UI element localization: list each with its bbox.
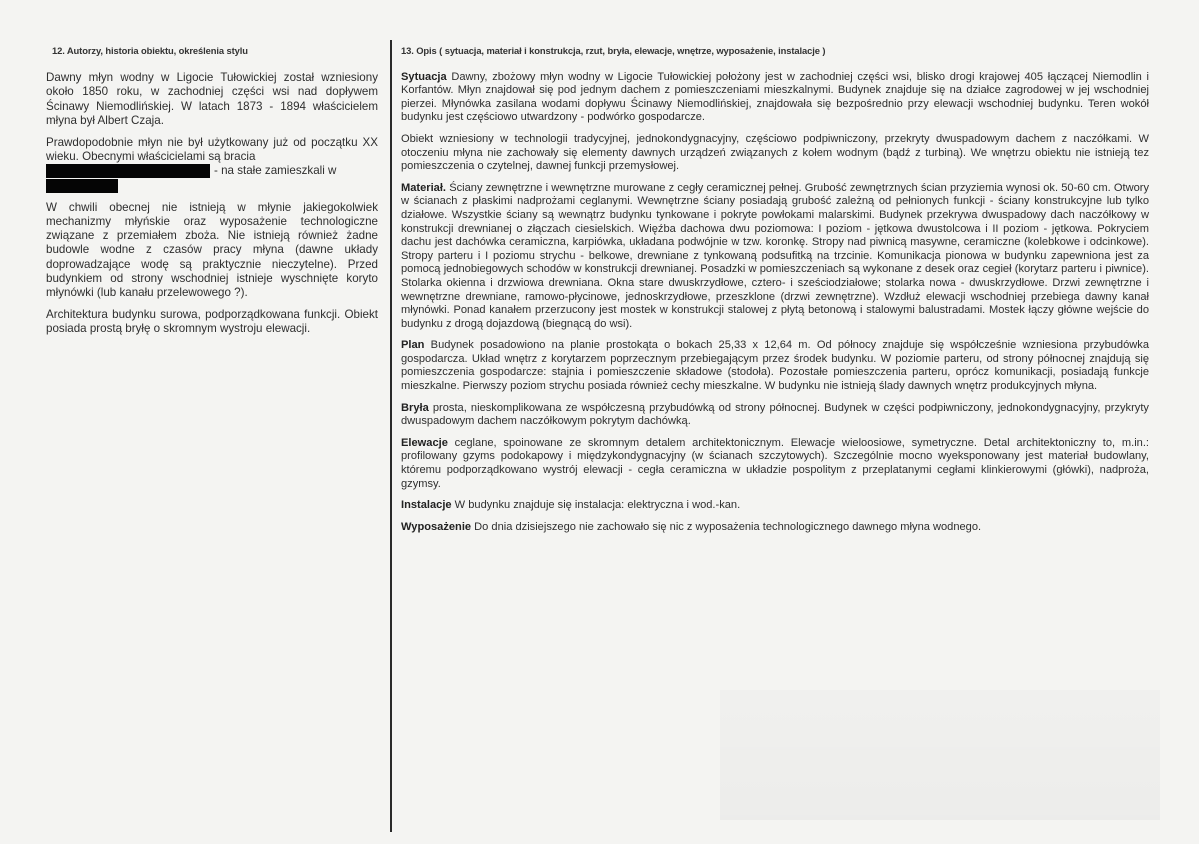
history-paragraph-2 bbox=[46, 136, 378, 193]
material-text: Ściany zewnętrzne i wewnętrzne murowane z cegły ceramicznej pełnej. Grubość zewnętrznych ścian przyziemia wynosi ok. 50-60 cm. Otwory w ścianach z płaskimi nadprożami ceglanymi. Wewnętrzne ściany posiadają grubość zależną od pełnionych funkcji - ściany konstrukcyjne lub tylko działowe. Wszystkie ściany są wewnątrz budynku tynkowane i pokryte powłokami malarskimi. Budynek przekrywa dwuspadowy dach naczółkowy w konstrukcji drewnianej o złączach ciesielskich. Więźba dachowa dwu poziomowa: I poziom - jętkowa dwustolcowa i II poziom - jętkowa. Pokryciem dachu jest dachówka ceramiczna, karpiówka, układana podwójnie w tzw. koronkę. Stropy nad piwnicą masywne, ceramiczne (kolebkowe i odcinkowe). Stropy parteru i I poziomu strychu - belkowe, drewniane z tynkowaną podsufitką na trzcinie. Komunikacja pionowa w budynku zapewniona jest za pomocą jednobiegowych schodów w konstrukcji drewnianej. Posadzki w pomieszczeniach są wykonane z desek oraz cegieł (korytarz parteru i piwnice). Stolarka okienna i drzwiowa drewniana. Okna stare dwuskrzydłowe, cztero- i sześciodziałowe; stolarka nowa - dwuskrzydłowe. Drzwi zewnętrzne i wewnętrzne drewniane, ramowo-płycinowe, jednoskrzydłowe, przeszklone (drzwi zewnętrzne). Wzdłuż elewacji wschodniej przebiega dawny kanał młynówki. Ponad kanałem przerzucony jest mostek w konstrukcji stalowej z płytą betonową i stalowymi balustradami. Mostek łączy główne wejście do budynku z drogą dojazdową (biegnącą do wsi). bbox=[401, 181, 1150, 330]
wyposazenie-label: Wyposażenie bbox=[401, 520, 472, 533]
redaction-box bbox=[46, 164, 210, 178]
wyposazenie-paragraph bbox=[401, 521, 1149, 535]
elewacje-paragraph bbox=[401, 437, 1149, 491]
history-paragraph-3: W chwili obecnej nie istnieją w młynie jakiegokolwiek mechanizmy młyńskie oraz wyposażenie technologiczne związane z przemiałem zboża. Nie istnieją również żadne budowle wodne z czasów pracy młyna (dawne układy doprowadzające wodę są praktycznie nieczytelne). Przed budynkiem od strony wschodniej istnieje wyschnięte koryto młynówki (lub kanału przelewowego ?). bbox=[46, 200, 378, 300]
material-label: Materiał. bbox=[401, 181, 447, 194]
obiekt-paragraph: Obiekt wzniesiony w technologii tradycyjnej, jednokondygnacyjny, częściowo podpiwniczony, przekryty dwuspadowym dachem z naczółkami. W otoczeniu młyna nie zachowały się elementy dawnych urządzeń związanych z kołem wodnym (bądź z turbiną). We wnętrzu obiektu nie istnieją tez pomieszczenia o czytelnej, dawnej funkcji przemysłowej. bbox=[401, 132, 1149, 173]
section-13-heading: 13. Opis ( sytuacja, materiał i konstrukcja, rzut, bryła, elewacje, wnętrze, wyposażenie, instalacje ) bbox=[401, 45, 826, 56]
redaction-box bbox=[46, 179, 118, 193]
section-12-heading: 12. Autorzy, historia obiektu, określenia stylu bbox=[52, 45, 248, 56]
history-paragraph-4: Architektura budynku surowa, podporządkowana funkcji. Obiekt posiada prostą bryłę o skromnym wystroju elewacji. bbox=[46, 308, 378, 336]
elewacje-label: Elewacje bbox=[401, 436, 448, 449]
material-paragraph bbox=[401, 182, 1149, 332]
instalacje-label: Instalacje bbox=[401, 499, 452, 512]
bryla-label: Bryła bbox=[401, 401, 429, 414]
instalacje-text: W budynku znajduje się instalacja: elektryczna i wod.-kan. bbox=[454, 499, 741, 512]
bryla-paragraph bbox=[401, 402, 1149, 429]
plan-text: Budynek posadowiono na planie prostokąta o bokach 25,33 x 12,64 m. Od północy znajduje się współcześnie wzniesiona przybudówka gospodarcza. Układ wnętrz z korytarzem poprzecznym przebiegającym przez środek budynku. W poziomie parteru, od strony północnej znajdują się pomieszczenia gospodarcze: stajnia i pomieszczenie składowe (stodoła). Pozostałe pomieszczenia parteru, oprócz komunikacji, posiadają funkcje mieszkalne. Pierwszy poziom strychu posiada również cechy mieszkalne. W budynku nie istnieją ślady dawnych wnętrz produkcyjnych młyna. bbox=[401, 339, 1149, 393]
sytuacja-text: Dawny, zbożowy młyn wodny w Ligocie Tułowickiej położony jest w zachodniej części wsi, blisko drogi krajowej 405 łączącej Niemodlin i Korfantów. Młyn znajdował się pod jednym dachem z pomieszczeniami mieszkalnymi. Budynek znajduje się na działce zagrodowej w jej wschodniej pierzei. Młynówka zasilana wodami dopływu Ścinawy Niemodlińskiej, znajdowała się bezpośrednio przy elewacji wschodniej budynku. Teren wokół budynku jest częściowo utwardzony - podwórko gospodarcze. bbox=[401, 70, 1149, 124]
right-column bbox=[401, 44, 1149, 542]
sytuacja-label: Sytuacja bbox=[401, 70, 447, 83]
left-column bbox=[46, 44, 378, 345]
history-paragraph-2-text-b: - na stałe zamieszkali w bbox=[214, 164, 337, 178]
instalacje-paragraph bbox=[401, 499, 1149, 513]
plan-paragraph bbox=[401, 339, 1149, 393]
elewacje-text: ceglane, spoinowane ze skromnym detalem architektonicznym. Elewacje wieloosiowe, symetryczne. Detal architektoniczny to, m.in.: profilowany gzyms podokapowy i międzykondygnacyjny (w ścianach szczytowych). Szczególnie mocno wyeksponowany jest materiał budowlany, któremu podporządkowano wystrój elewacji - cegła ceramiczna w układzie pospolitym z przeplatanymi cegłami klinkierowymi (główki), nadproża, gzymsy. bbox=[401, 436, 1149, 490]
wyposazenie-text: Do dnia dzisiejszego nie zachowało się nic z wyposażenia technologicznego dawnego młyna wodnego. bbox=[474, 520, 982, 533]
sytuacja-paragraph bbox=[401, 71, 1149, 125]
history-paragraph-2-text-a: Prawdopodobnie młyn nie był użytkowany już od początku XX wieku. Obecnymi właścicielami są bracia bbox=[46, 136, 378, 164]
plan-label: Plan bbox=[401, 339, 425, 352]
column-divider bbox=[390, 40, 392, 832]
scan-shading bbox=[720, 690, 1160, 820]
history-paragraph-1: Dawny młyn wodny w Ligocie Tułowickiej został wzniesiony około 1850 roku, w zachodniej części wsi nad dopływem Ścinawy Niemodlińskiej. W latach 1873 - 1894 właścicielem młyna był Albert Czaja. bbox=[46, 71, 378, 127]
bryla-text: prosta, nieskomplikowana ze współczesną przybudówką od strony północnej. Budynek w części podpiwniczony, jednokondygnacyjny, przykryty dwuspadowym dachem naczółkowym pokrytym dachówką. bbox=[401, 401, 1149, 428]
